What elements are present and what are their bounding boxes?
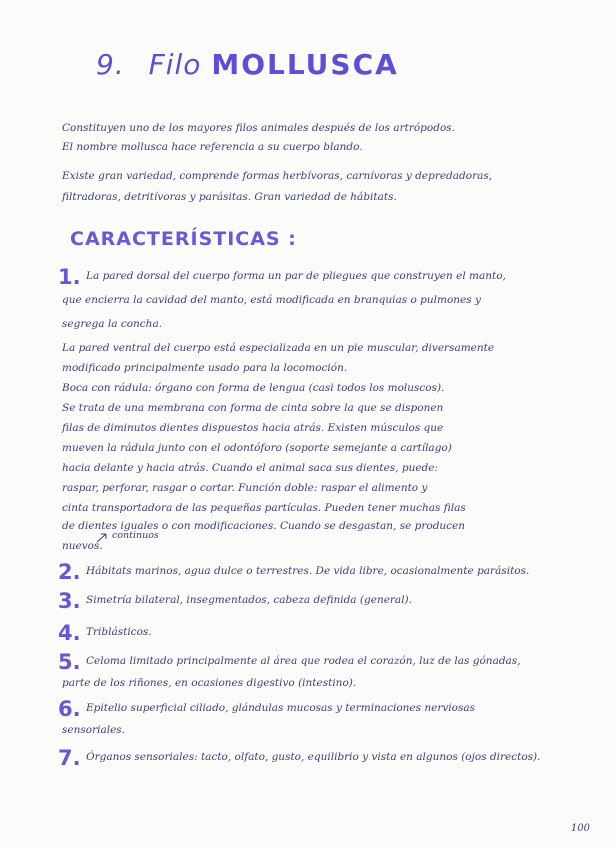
- page-title: [96, 48, 399, 81]
- item-line: Boca con rádula: órgano con forma de lengua (casi todos los moluscos).: [62, 382, 445, 394]
- item-line: hacia delante y hacia atrás. Cuando el animal saca sus dientes, puede:: [62, 462, 439, 474]
- item-line: Órganos sensoriales: tacto, olfato, gusto, equilibrio y vista en algunos (ojos directos).: [86, 751, 541, 763]
- item-line: Triblásticos.: [86, 626, 152, 638]
- arrow-icon: [96, 532, 108, 544]
- intro-line: El nombre mollusca hace referencia a su cuerpo blando.: [62, 141, 363, 153]
- item-line: raspar, perforar, rasgar o cortar. Función doble: raspar el alimento y: [62, 482, 428, 494]
- item-line: parte de los riñones, en ocasiones digestivo (intestino).: [62, 677, 357, 689]
- item-number: 1.: [58, 265, 81, 289]
- item-line: Simetría bilateral, insegmentados, cabeza definida (general).: [86, 594, 412, 606]
- item-line: Hábitats marinos, agua dulce o terrestres. De vida libre, ocasionalmente parásitos.: [86, 565, 530, 577]
- page-number: 100: [570, 823, 590, 834]
- title-prefix: Filo: [148, 48, 202, 81]
- item-line: modificado principalmente usado para la locomoción.: [62, 362, 348, 374]
- title-number: 9.: [96, 48, 125, 81]
- item-number: 5.: [58, 650, 81, 674]
- item-line: filas de diminutos dientes dispuestos hacia atrás. Existen músculos que: [62, 422, 444, 434]
- item-number: 2.: [58, 560, 81, 584]
- item-number: 3.: [58, 589, 81, 613]
- item-line: La pared ventral del cuerpo está especializada en un pie muscular, diversamente: [62, 342, 495, 354]
- item-line: cinta transportadora de las pequeñas partículas. Pueden tener muchas filas: [62, 502, 466, 514]
- title-name: MOLLUSCA: [211, 48, 399, 81]
- item-line: La pared dorsal del cuerpo forma un par de pliegues que construyen el manto,: [86, 270, 506, 282]
- item-line: sensoriales.: [62, 724, 126, 736]
- item-number: 6.: [58, 697, 81, 721]
- item-line: segrega la concha.: [62, 318, 163, 330]
- item-line: Epitelio superficial ciliado, glándulas mucosas y terminaciones nerviosas: [86, 702, 475, 714]
- intro-line: filtradoras, detritívoras y parásitas. Gran variedad de hábitats.: [62, 191, 397, 203]
- item-line: que encierra la cavidad del manto, está modificada en branquias o pulmones y: [62, 294, 481, 306]
- item-line: nuevos.: [62, 540, 103, 552]
- item-number: 4.: [58, 621, 81, 645]
- margin-note: continuos: [112, 530, 159, 541]
- section-title: CARACTERÍSTICAS :: [70, 228, 297, 250]
- item-line: de dientes iguales o con modificaciones. Cuando se desgastan, se producen: [62, 520, 466, 532]
- item-number: 7.: [58, 746, 81, 770]
- item-line: Celoma limitado principalmente al área que rodea el corazón, luz de las gónadas,: [86, 655, 521, 667]
- item-line: Se trata de una membrana con forma de cinta sobre la que se disponen: [62, 402, 444, 414]
- intro-line: Constituyen uno de los mayores filos animales después de los artrópodos.: [62, 122, 455, 134]
- intro-line: Existe gran variedad, comprende formas herbívoras, carnívoras y depredadoras,: [62, 170, 493, 182]
- item-line: mueven la rádula junto con el odontóforo (soporte semejante a cartílago): [62, 442, 452, 454]
